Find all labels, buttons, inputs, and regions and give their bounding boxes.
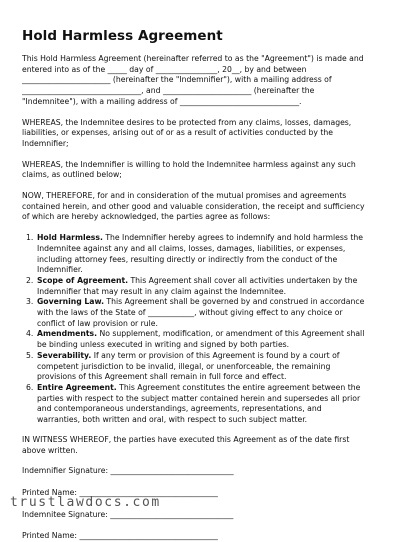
- term-line: competent jurisdiction to be invalid, illegal, or unenforceable, the remaining: [37, 361, 331, 371]
- site-watermark: trustlawdocs.com: [10, 495, 161, 510]
- term-number: 6.: [26, 382, 34, 392]
- term-heading: Entire Agreement.: [37, 382, 117, 392]
- term-first-line: [37, 351, 383, 362]
- term-line: warranties, both written and oral, with respect to such subject matter.: [37, 415, 308, 425]
- intro-line: "Indemnitee"), with a mailing address of _______________________________.: [22, 96, 302, 106]
- term-line: with the laws of the State of ____________, without giving effect to any choice or: [37, 308, 343, 318]
- term-governing-law: [22, 297, 383, 329]
- term-line: conflict of law provision or rule.: [37, 318, 158, 328]
- term-text: No supplement, modification, or amendment of this Agreement shall: [97, 329, 365, 339]
- term-severability: [22, 351, 383, 383]
- witness-line: above written.: [22, 445, 78, 455]
- document-title: Hold Harmless Agreement: [22, 28, 223, 44]
- term-line: Indemnifier.: [37, 265, 83, 275]
- term-heading: Amendments.: [37, 329, 98, 339]
- intro-line: This Hold Harmless Agreement (hereinafter referred to as the "Agreement") is made and: [22, 54, 364, 63]
- term-heading: Severability.: [37, 350, 92, 360]
- term-first-line: [37, 276, 383, 287]
- intro-line: entered into as of the _____ day of ________________, 20__, by and between: [22, 64, 307, 74]
- now-therefore-paragraph: [22, 191, 383, 223]
- terms-list: [22, 233, 383, 426]
- term-line: Indemnifier that may result in any claim against the Indemnitee.: [37, 286, 287, 296]
- term-line: provisions of this Agreement shall remain in full force and effect.: [37, 372, 287, 382]
- term-scope: [22, 276, 383, 297]
- term-text: The Indemnifier hereby agrees to indemnify and hold harmless the: [102, 233, 363, 243]
- witness-paragraph: [22, 435, 383, 456]
- whereas-paragraph-2: [22, 160, 383, 181]
- term-number: 2.: [26, 275, 34, 285]
- term-line: Indemnitee against any and all claims, losses, damages, liabilities, or expenses,: [37, 243, 346, 253]
- term-entire-agreement: [22, 383, 383, 426]
- intro-line: _______________________________, and _______________________ (hereinafter the: [22, 86, 315, 96]
- term-line: be binding unless executed in writing and signed by both parties.: [37, 340, 290, 350]
- whereas-paragraph-1: [22, 118, 383, 150]
- term-text: If any term or provision of this Agreement is found by a court of: [91, 350, 340, 360]
- term-number: 5.: [26, 350, 34, 360]
- whereas-line: WHEREAS, the Indemnifier is willing to hold the Indemnitee harmless against any such: [22, 159, 356, 169]
- term-first-line: [37, 383, 383, 394]
- intro-line: _______________________ (hereinafter the "Indemnifier"), with a mailing address of: [22, 75, 332, 85]
- whereas-line: WHEREAS, the Indemnitee desires to be protected from any claims, losses, damages,: [22, 117, 352, 127]
- whereas-line: Indemnifier;: [22, 138, 69, 148]
- witness-line: IN WITNESS WHEREOF, the parties have executed this Agreement as of the date first: [22, 434, 350, 444]
- term-hold-harmless: [22, 233, 383, 276]
- indemnifier-printed-name-line[interactable]: Printed Name: ____________________________________: [22, 487, 218, 497]
- term-first-line: [37, 329, 383, 340]
- term-text: This Agreement constitutes the entire agreement between the: [116, 382, 361, 392]
- term-first-line: [37, 297, 383, 308]
- term-text: This Agreement shall cover all activities undertaken by the: [128, 275, 358, 285]
- term-amendments: [22, 329, 383, 350]
- whereas-line: liabilities, or expenses, arising out of or as a result of activities conducted by the: [22, 128, 333, 138]
- whereas-line: claims, as outlined below;: [22, 170, 122, 180]
- indemnitee-printed-name-line[interactable]: Printed Name: ____________________________________: [22, 531, 218, 541]
- term-number: 4.: [26, 329, 34, 339]
- intro-paragraph: [22, 54, 383, 108]
- now-therefore-line: contained herein, and other good and valuable consideration, the receipt and sufficiency: [22, 201, 365, 211]
- term-number: 1.: [26, 233, 34, 243]
- term-heading: Governing Law.: [37, 297, 104, 307]
- term-line: and contemporaneous understandings, agreements, representations, and: [37, 404, 322, 414]
- now-therefore-line: of which are hereby acknowledged, the parties agree as follows:: [22, 212, 271, 222]
- term-number: 3.: [26, 297, 34, 307]
- term-line: parties with respect to the subject matter contained herein and supersedes all prior: [37, 393, 361, 403]
- term-line: including attorney fees, resulting directly or indirectly from the conduct of the: [37, 254, 338, 264]
- term-heading: Hold Harmless.: [37, 233, 103, 243]
- term-first-line: [37, 233, 383, 244]
- indemnifier-signature-line[interactable]: Indemnifier Signature: ________________________________: [22, 466, 234, 476]
- term-heading: Scope of Agreement.: [37, 275, 129, 285]
- now-therefore-line: NOW, THEREFORE, for and in consideration of the mutual promises and agreements: [22, 191, 347, 201]
- term-text: This Agreement shall be governed by and construed in accordance: [103, 297, 365, 307]
- indemnitee-signature-line[interactable]: Indemnitee Signature: ________________________________: [22, 509, 234, 519]
